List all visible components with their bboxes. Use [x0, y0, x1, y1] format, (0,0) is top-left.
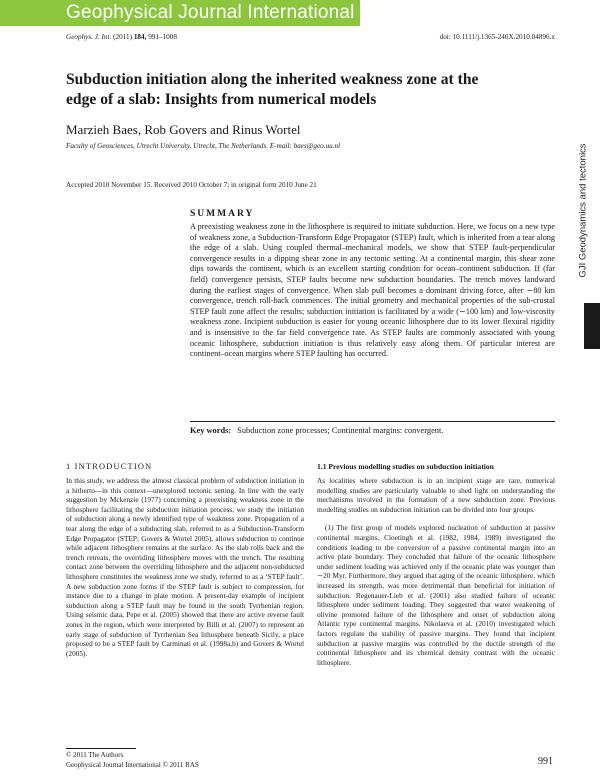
citation-line [66, 33, 555, 41]
side-tab-label: GJI Geodynamics and tectonics [577, 142, 589, 278]
citation-year: (2011) [113, 33, 133, 41]
previous-studies-heading: 1.1 Previous modelling studies on subduction initiation [317, 462, 494, 471]
summary-divider [190, 421, 555, 422]
article-affiliation: Faculty of Geosciences, Utrecht University, Utrecht, The Netherlands. E-mail: baes@geo.uu.nl [66, 142, 341, 150]
article-authors: Marzieh Baes, Rob Govers and Rinus Wortel [66, 122, 301, 137]
side-black-tab [584, 303, 600, 349]
journal-name: Geophysical Journal International [66, 2, 355, 23]
previous-studies-para-1: As localities where subduction is in an incipient stage are rare, numerical modelling studies are particularly valuable to shed light on understanding the mechanisms involved in the formation of a new subduction zone. Previous modelling studies on subduction initiation can be divided into four groups. [317, 476, 555, 514]
keywords-label: Key words: [190, 426, 232, 435]
right-column [317, 476, 555, 676]
citation-volume: 184, [133, 33, 147, 41]
summary-heading: SUMMARY [190, 209, 255, 219]
section-side-tab [576, 130, 590, 290]
article-title: Subduction initiation along the inherited weakness zone at the edge of a slab: Insights from numerical models [66, 71, 479, 108]
keywords [190, 426, 555, 435]
page-number: 991 [538, 756, 553, 767]
introduction-text: In this study, we address the almost classical problem of subduction initiation in a hitherto—in this context—unexplored tectonic setting. In line with the early suggestion by Mckenzie (1977) concerning a preexisting weakness zone in the lithosphere facilitating the subduction initiation process, we study the initiation of subduction along a newly identified type of weakness zone. Propagation of a tear along the edge of a subducting slab, referred to as a Subduction-Transform Edge Propagator (STEP; Govers & Wortel 2005), allows subduction to continue while adjacent lithosphere remains at the surface. As the slab rolls back and the trench retreats, the overriding lithosphere moves with the trench. The resulting contact zone between the overriding lithosphere and the adjacent non-subducted lithosphere constitutes the weakness zone we study, referred to as a ‘STEP fault’. A new subduction zone forms if the STEP fault is subject to compression, for instance due to a change in plate motion. A present-day example of incipient subduction along a STEP fault may be found in the south Tyrrhenian region. Using seismic data, Pepe et al. (2005) showed that there are active reverse fault zones in the region, which were interpreted by Billi et al. (2007) to represent an early stage of subduction of Tyrrhenian Sea lithosphere beneath Sicily, a place proposed to be a STEP fault by Carminati et al. (1998a,b) and Govers & Wortel (2005). [66, 476, 304, 658]
journal-abbrev: Geophys. J. Int. [66, 33, 112, 41]
introduction-heading: 1 INTRODUCTION [66, 462, 153, 471]
citation-doi[interactable]: doi: 10.1111/j.1365-246X.2010.04896.x [439, 33, 555, 41]
banner-green-block [0, 0, 60, 26]
copyright [66, 750, 199, 770]
keywords-text: Subduction zone processes; Continental margins: convergent. [237, 426, 444, 435]
previous-studies-para-2: (1) The first group of models explored nucleation of subduction at passive continental margins. Cloetingh et al. (1982, 1984, 1989) investigated the conditions leading to the conversion of a passive continental margin into an active plate boundary. They concluded that failure of the oceanic lithosphere under sediment loading was achieved only if the oceanic plate was younger than ∼20 Myr. Furthermore, they argued that aging of the oceanic lithosphere, which increased its strength, was more detrimental than beneficial for initiation of subduction. Regenauer-Lieb et al. (2001) also studied failure of oceanic lithosphere under sediment loading. They suggested that water weakening of olivine promoted failure of the lithosphere and onset of subduction along Atlantic type continental margins. Nikolaeva et al. (2010) investigated which factors regulate the stability of passive margins. They found that incipient subduction at passive margins was controlled by the ductile strength of the continental lithosphere and its chemical density contrast with the oceanic lithosphere. [317, 523, 555, 667]
citation-left [66, 33, 177, 41]
summary-text: A preexisting weakness zone in the lithosphere is required to initiate subduction. Here, we focus on a new type of weakness zone, a Subduction-Transform Edge Propagator (STEP) fault, which is inherited from a tear along the edge of a slab. Using coupled thermal–mechanical models, we show that STEP fault-perpendicular convergence results in a dipping shear zone in any tectonic setting. At a continental margin, this shear zone dips towards the continent, which is an excellent starting condition for ocean–continent subduction. If (far field) convergence persists, STEP faults become new subduction boundaries. The trench moves landward during the earliest stages of convergence. When slab pull becomes a dominant driving force, after ∼80 km convergence, trench roll-back commences. The initial geometry and mechanical properties of the sub-crustal STEP fault zone affect the results; subduction initiation is facilitated by a wide (∼100 km) and low-viscosity weakness zone. Incipient subduction is easier for young oceanic lithosphere due to its lower flexural rigidity and is insensitive to the far field convergence rate. As STEP faults are commonly associated with young oceanic lithosphere, subduction initiation is thus relatively easy along them. Of particular interest are continent–ocean margins where STEP faulting has occurred. [190, 222, 555, 359]
article-dates: Accepted 2010 November 15. Received 2010 October 7; in original form 2010 June 21 [66, 181, 317, 189]
citation-pages: 991–1008 [148, 33, 177, 41]
copyright-line-2: Geophysical Journal International © 2011 RAS [66, 761, 199, 769]
copyright-line-1: © 2011 The Authors [66, 751, 124, 759]
footer-divider [66, 748, 136, 749]
journal-banner [0, 0, 600, 26]
